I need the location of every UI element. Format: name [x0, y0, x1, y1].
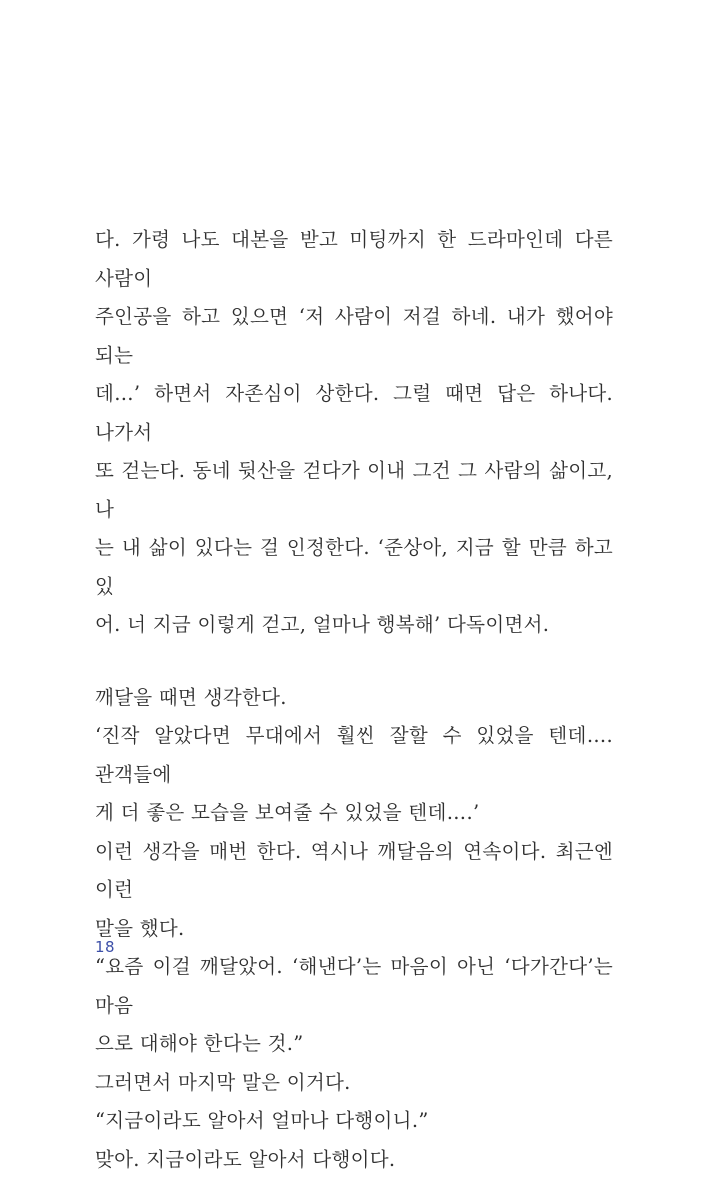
body-text [95, 221, 613, 1179]
text-line: 말을 했다. [95, 910, 613, 949]
text-line: 는 내 삶이 있다는 걸 인정한다. ‘준상아, 지금 할 만큼 하고 있 [95, 529, 613, 606]
text-line: 으로 대해야 한다는 것.” [95, 1025, 613, 1064]
text-line: 어. 너 지금 이렇게 걷고, 얼마나 행복해’ 다독이면서. [95, 606, 613, 645]
text-line: 데…’ 하면서 자존심이 상한다. 그럴 때면 답은 하나다. 나가서 [95, 375, 613, 452]
text-line: 이런 생각을 매번 한다. 역시나 깨달음의 연속이다. 최근엔 이런 [95, 833, 613, 910]
page-number: 18 [95, 938, 115, 956]
text-line: 다. 가령 나도 대본을 받고 미팅까지 한 드라마인데 다른 사람이 [95, 221, 613, 298]
text-line: 게 더 좋은 모습을 보여줄 수 있었을 텐데….’ [95, 794, 613, 833]
text-line: “지금이라도 알아서 얼마나 다행이니.” [95, 1102, 613, 1141]
text-line: 깨달을 때면 생각한다. [95, 679, 613, 718]
text-line: ‘진작 알았다면 무대에서 훨씬 잘할 수 있었을 텐데…. 관객들에 [95, 717, 613, 794]
text-line: 주인공을 하고 있으면 ‘저 사람이 저걸 하네. 내가 했어야 되는 [95, 298, 613, 375]
text-line: “요즘 이걸 깨달았어. ‘해낸다’는 마음이 아닌 ‘다가간다’는 마음 [95, 948, 613, 1025]
text-line: 또 걷는다. 동네 뒷산을 걷다가 이내 그건 그 사람의 삶이고, 나 [95, 452, 613, 529]
paragraph-gap [95, 645, 613, 679]
text-line: 그러면서 마지막 말은 이거다. [95, 1064, 613, 1103]
text-line: 맞아. 지금이라도 알아서 다행이다. [95, 1141, 613, 1179]
